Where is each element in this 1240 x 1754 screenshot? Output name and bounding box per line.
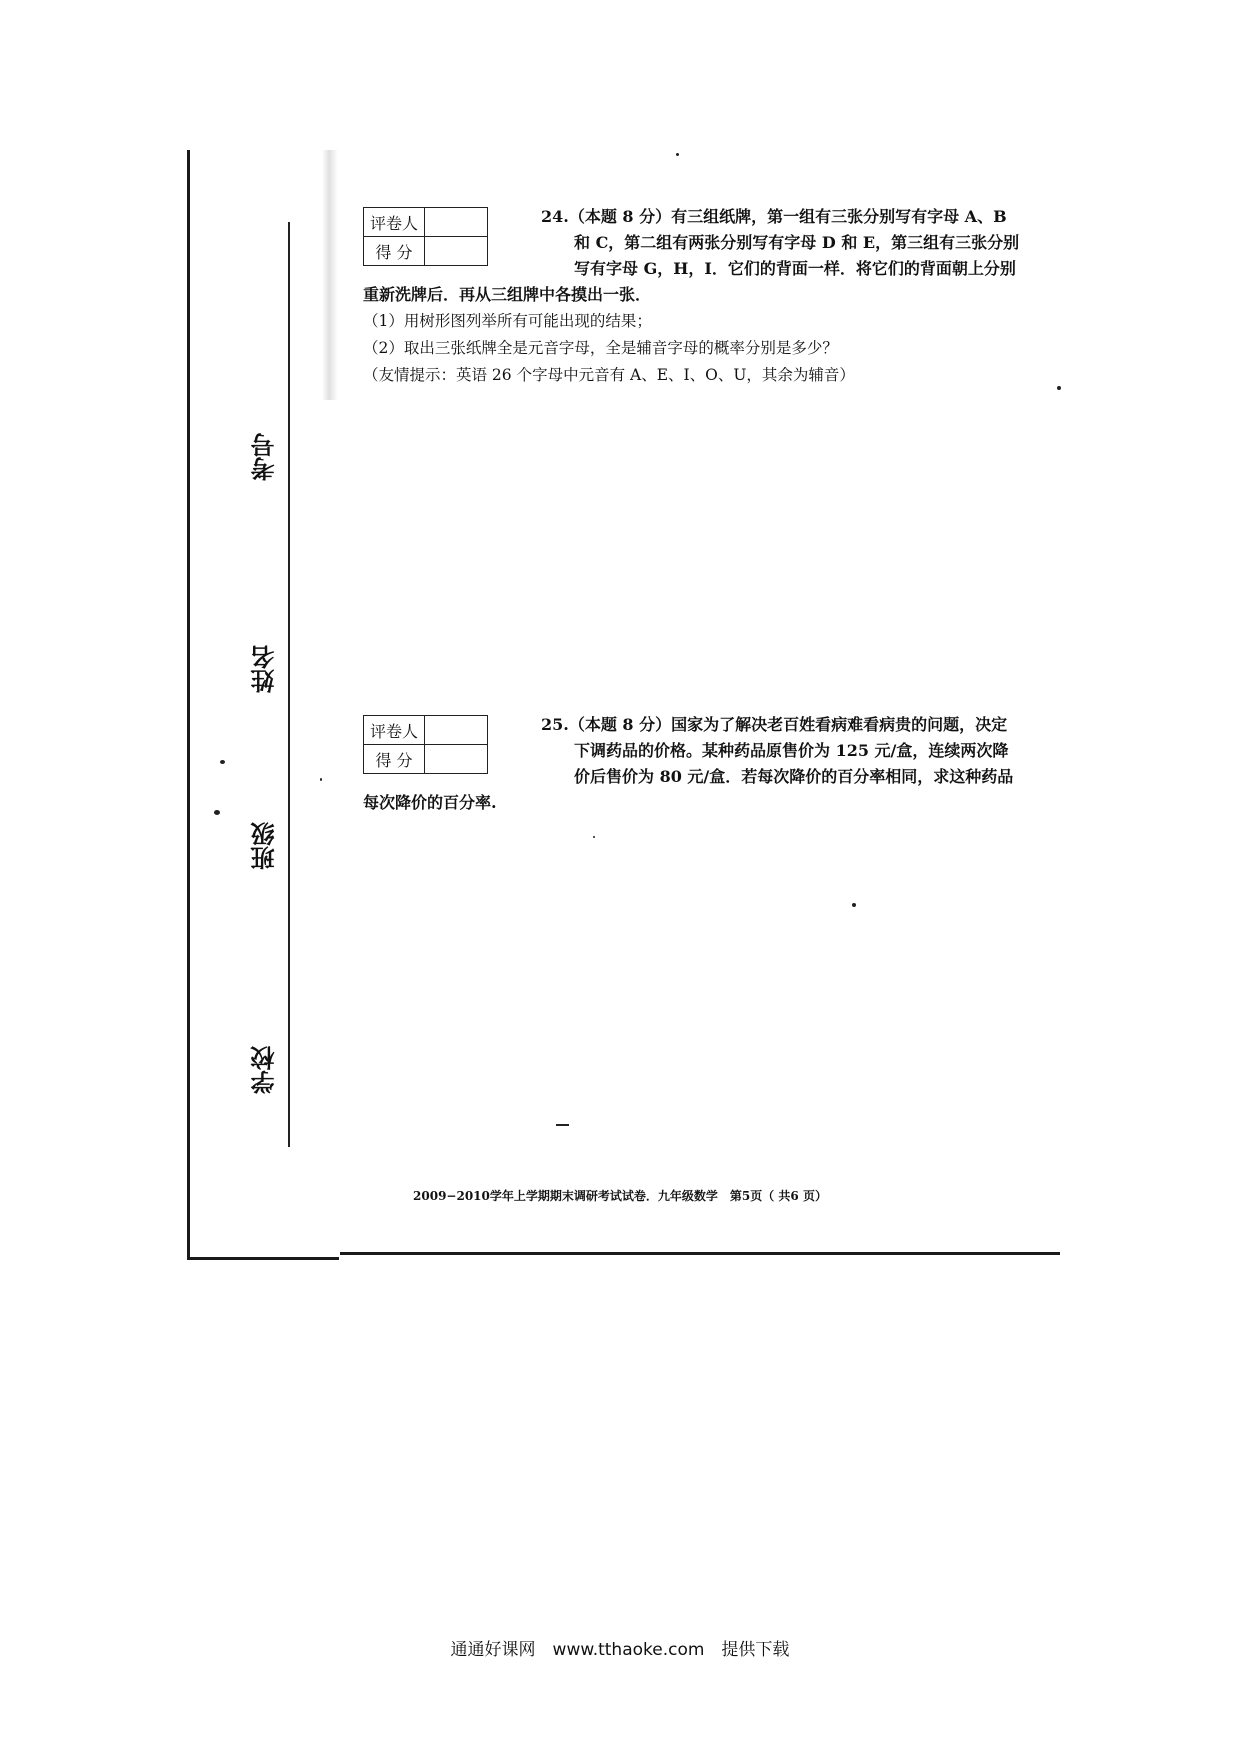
scan-speck [320,778,322,781]
grader-label: 评卷人 [364,208,425,237]
field-label-exam-no: 考号 [250,433,279,481]
q24-line-3: 写有字母 G，H，I．它们的背面一样．将它们的背面朝上分别 [574,259,1016,278]
scan-speck [556,1124,569,1126]
q25-line-1: 25.（本题 8 分）国家为了解决老百姓看病难看病贵的问题，决定 [541,715,1008,734]
q24-hint: （友情提示：英语 26 个字母中元音有 A、E、I、O、U，其余为辅音） [363,366,855,384]
q24-part-2: （2）取出三张纸牌全是元音字母，全是辅音字母的概率分别是多少？ [363,339,838,357]
q24-line-2: 和 C，第二组有两张分别写有字母 D 和 E，第三组有三张分别 [574,233,1020,252]
field-label-name: 姓名 [250,645,279,693]
margin-vertical-rule [187,150,190,1260]
score-label: 得 分 [364,745,425,774]
q24-part-1: （1）用树形图列举所有可能出现的结果； [363,312,652,330]
q25-line-4: 每次降价的百分率. [363,793,497,812]
q25-score-box [363,715,488,774]
scan-speck [1057,386,1061,390]
scan-speck [214,810,220,815]
grader-label: 评卷人 [364,716,425,745]
field-label-school: 学校 [250,1046,279,1094]
score-cell [425,237,488,266]
q25-line-2: 下调药品的价格。某种药品原售价为 125 元/盒，连续两次降 [574,741,1009,760]
q24-line-4: 重新洗牌后．再从三组牌中各摸出一张． [363,285,652,304]
grader-cell [425,716,488,745]
grader-cell [425,208,488,237]
q24-score-box [363,207,488,266]
page-bottom-rule [340,1252,1060,1255]
scan-speck [220,760,225,764]
scan-speck [593,836,595,838]
scan-speck [852,903,856,907]
download-watermark: 通通好课网 www.tthaoke.com 提供下载 [450,1640,790,1660]
q25-line-3: 价后售价为 80 元/盒．若每次降价的百分率相同，求这种药品 [574,767,1014,786]
score-cell [425,745,488,774]
score-label: 得 分 [364,237,425,266]
scan-shadow [322,150,338,400]
page-footer: 2009−2010学年上学期期末调研考试试卷．九年级数学 第5页（ 共6 页） [413,1189,827,1203]
q24-line-1: 24.（本题 8 分）有三组纸牌，第一组有三张分别写有字母 A、B [541,207,1007,226]
binding-field-line [288,222,290,1147]
scan-speck [676,153,679,156]
field-label-class: 班级 [250,822,279,870]
margin-bottom-rule [187,1257,339,1260]
